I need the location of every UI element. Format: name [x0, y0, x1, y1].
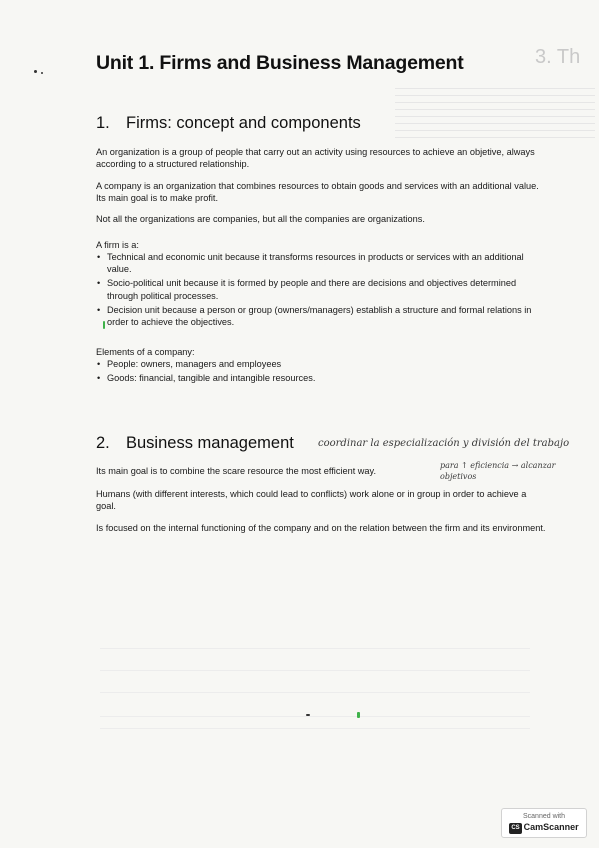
paragraph-organization: An organization is a group of people that carry out an activity using resources to achieve an objetive, always according to a structured relationship. — [96, 147, 535, 170]
ghost-line — [100, 670, 530, 671]
handwritten-note-efficiency: para ↑ eficiencia → alcanzar objetivos — [440, 461, 556, 481]
handwritten-note-coordinate: coordinar la especialización y división del trabajo — [318, 438, 570, 449]
section-2-heading — [96, 434, 294, 453]
section-number: 1. — [96, 114, 110, 132]
scanner-brand — [502, 822, 586, 834]
scanner-brand-name: CamScanner — [523, 822, 579, 832]
camscanner-badge — [501, 808, 587, 838]
firm-list — [96, 251, 546, 330]
section-title: Business management — [126, 434, 294, 452]
camscanner-logo-icon: CS — [509, 823, 521, 834]
list-item: • Technical and economic unit because it transforms resources in products or services with an additional value. — [96, 251, 546, 275]
section-number: 2. — [96, 434, 110, 452]
highlighter-mark — [357, 712, 360, 718]
elements-list — [96, 358, 546, 386]
list-item: • Decision unit because a person or group (owners/managers) establish a structure and formal relations in order to achieve the objectives. — [96, 304, 546, 328]
ghost-line — [100, 692, 530, 693]
scan-speck — [41, 72, 43, 74]
list-item: • Socio-political unit because it is formed by people and there are decisions and objectives determined through political processes. — [96, 277, 546, 301]
highlighter-mark — [103, 321, 105, 329]
bleed-through-lines — [395, 88, 595, 144]
paragraph-company: A company is an organization that combines resources to obtain goods and services with an additional value. Its main goal is to make profit. — [96, 181, 539, 204]
scan-speck — [306, 714, 310, 716]
scan-speck — [34, 70, 37, 73]
list-item: • Goods: financial, tangible and intangible resources. — [96, 372, 546, 384]
ghost-line — [100, 716, 530, 717]
paragraph-not-all: Not all the organizations are companies, but all the companies are organizations. — [96, 214, 425, 224]
paragraph-humans: Humans (with different interests, which could lead to conflicts) work alone or in group in order to achieve a goal. — [96, 489, 527, 512]
section-title: Firms: concept and components — [126, 114, 361, 132]
elements-intro: Elements of a company: — [96, 347, 195, 357]
ghost-line — [100, 648, 530, 649]
bleed-through-heading: 3. Th — [535, 46, 581, 68]
ghost-line — [100, 728, 530, 729]
document-title: Unit 1. Firms and Business Management — [96, 52, 464, 74]
paragraph-focus: Is focused on the internal functioning of the company and on the relation between the firm and its environment. — [96, 523, 546, 533]
list-item: • People: owners, managers and employees — [96, 358, 546, 370]
firm-intro: A firm is a: — [96, 240, 139, 250]
paragraph-main-goal: Its main goal is to combine the scare resource the most efficient way. — [96, 466, 377, 476]
scanner-caption: Scanned with — [522, 813, 566, 820]
section-1-heading — [96, 114, 361, 133]
